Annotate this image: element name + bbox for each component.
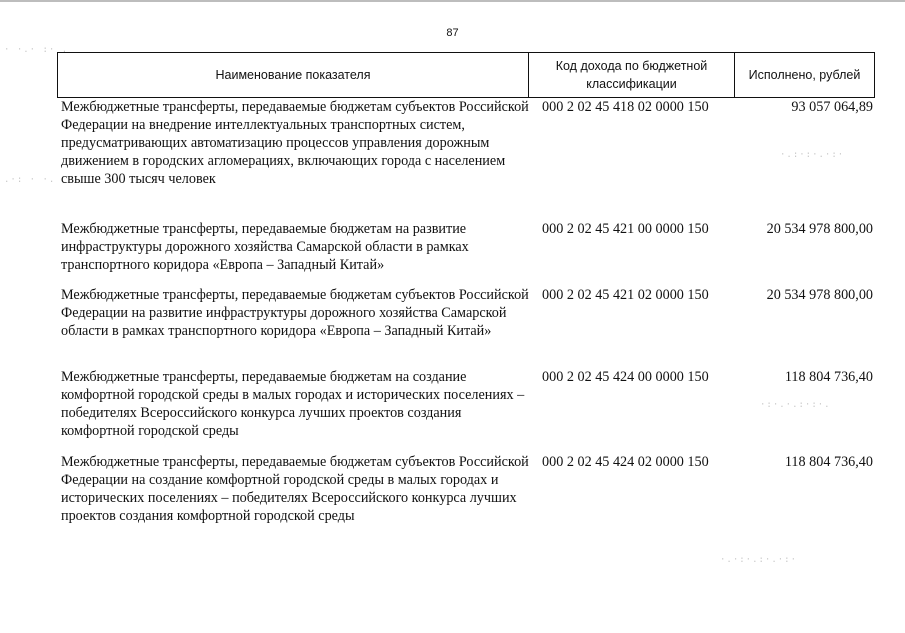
budget-table bbox=[57, 52, 875, 524]
page-number: 87 bbox=[446, 27, 459, 39]
row-name: Межбюджетные трансферты, передаваемые бюджетам субъектов Российской Федерации на развитие инфраструктуры дорожного хозяйства Самарской области в рамках транспортного коридора «Европа – Западный Китай» bbox=[61, 287, 529, 339]
row-code: 000 2 02 45 418 02 0000 150 bbox=[542, 99, 709, 115]
row-name: Межбюджетные трансферты, передаваемые бюджетам субъектов Российской Федерации на создание комфортной городской среды в малых городах и исторических поселениях – победителях Всероссийского конкурса лучших проектов создания комфортной городской среды bbox=[61, 454, 529, 524]
row-code: 000 2 02 45 424 02 0000 150 bbox=[542, 454, 709, 470]
row-name: Межбюджетные трансферты, передаваемые бюджетам субъектов Российской Федерации на внедрение интеллектуальных транспортных систем, предусматривающих автоматизацию процессов управления дорожным движением в городских агломерациях, включающих города с населением свыше 300 тысяч человек bbox=[61, 99, 529, 187]
scan-noise: · ·.· :· . bbox=[4, 45, 69, 55]
scan-noise: ·.·:·.:·.·:· bbox=[720, 555, 798, 565]
row-code: 000 2 02 45 421 02 0000 150 bbox=[542, 287, 709, 303]
table-header bbox=[57, 52, 875, 98]
header-executed: Исполнено, рублей bbox=[748, 68, 861, 82]
row-executed: 20 534 978 800,00 bbox=[766, 287, 873, 303]
row-name: Межбюджетные трансферты, передаваемые бюджетам на создание комфортной городской среды в малых городах и исторических поселениях – победителях Всероссийского конкурса лучших проектов создания комфортной городской среды bbox=[61, 369, 525, 439]
row-code: 000 2 02 45 421 00 0000 150 bbox=[542, 221, 709, 237]
header-name: Наименование показателя bbox=[58, 53, 529, 97]
row-code: 000 2 02 45 424 00 0000 150 bbox=[542, 369, 709, 385]
scan-noise: ·:·.·.:·:·. bbox=[760, 400, 831, 410]
scan-noise: .·: · ·. bbox=[4, 175, 56, 185]
header-code: Код дохода по бюджетной классификации bbox=[529, 53, 735, 97]
row-executed: 118 804 736,40 bbox=[784, 369, 873, 385]
scan-edge bbox=[0, 0, 905, 2]
row-executed: 20 534 978 800,00 bbox=[766, 221, 873, 237]
row-name: Межбюджетные трансферты, передаваемые бюджетам на развитие инфраструктуры дорожного хозяйства Самарской области в рамках транспортного коридора «Европа – Западный Китай» bbox=[61, 221, 469, 273]
row-executed: 93 057 064,89 bbox=[791, 99, 873, 115]
row-executed: 118 804 736,40 bbox=[784, 454, 873, 470]
scan-noise: ·.:·:·.·:· bbox=[780, 150, 845, 160]
